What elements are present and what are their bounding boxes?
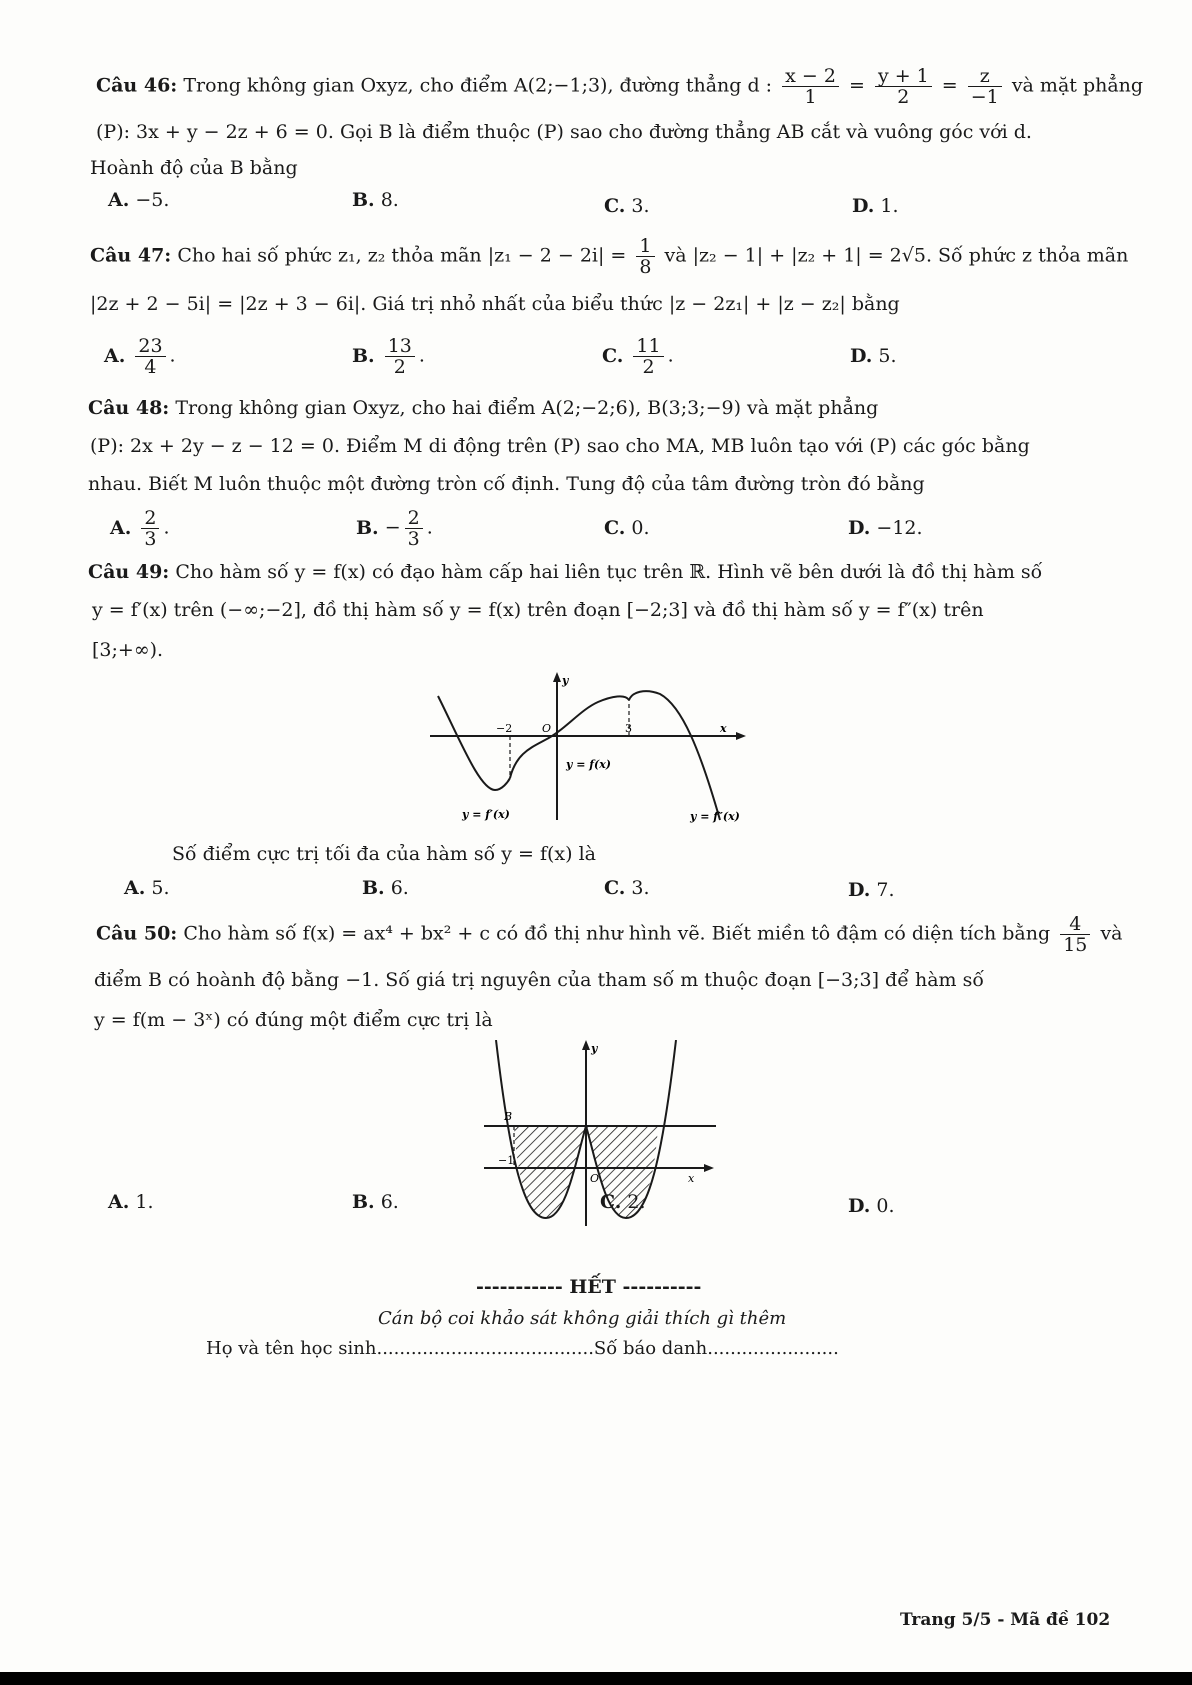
q46-text1-end: và mặt phẳng (1011, 74, 1144, 97)
q49-line3: [3;+∞). (92, 639, 164, 661)
q46-option-c: C. 3. (604, 195, 650, 217)
q47-line1 (90, 236, 1128, 277)
q49-option-c: C. 3. (604, 877, 650, 899)
q49-x-arrow (736, 732, 746, 740)
q46-text1: Trong không gian Oxyz, cho điểm A(2;−1;3), đường thẳng d : (183, 74, 773, 97)
q49-option-d: D. 7. (848, 879, 895, 901)
q49-line2: y = f′(x) trên (−∞;−2], đồ thị hàm số y = f(x) trên đoạn [−2;3] và đồ thị hàm số y = f″(x) trên (92, 599, 984, 621)
student-info: Họ và tên học sinh......................................Số báo danh....................... (206, 1338, 839, 1359)
q47-text1a: Cho hai số phức z₁, z₂ thỏa mãn |z₁ − 2 − 2i| = (177, 244, 627, 267)
q46-option-d: D. 1. (852, 195, 899, 217)
q50-option-a: A. 1. (108, 1191, 154, 1213)
q48-option-a: A. $\frac{2}{3}$ . (110, 507, 170, 550)
q50-y-arrow (582, 1040, 590, 1050)
q48-line1 (88, 394, 878, 422)
scan-border (0, 1672, 1192, 1685)
q50-frac: $\frac{4}{15}$ (1060, 914, 1090, 955)
q48-line2: (P): 2x + 2y − z − 12 = 0. Điểm M di động trên (P) sao cho MA, MB luôn tạo với (P) các góc bằng (90, 435, 1030, 457)
q49-y-arrow (553, 672, 561, 682)
q49-curve-fprime (438, 696, 513, 790)
q49-curve-fsecond (629, 691, 720, 820)
q50-x-label: x (688, 1172, 695, 1185)
q50-text1b: và (1100, 922, 1123, 945)
q49-origin: O (542, 722, 552, 735)
q49-label-fprime: y = f′(x) (462, 808, 510, 821)
q49-graph (420, 670, 760, 830)
q47-frac: $\frac{1}{8}$ (636, 236, 654, 277)
q46-option-b: B. 8. (352, 189, 399, 211)
q50-option-d: D. 0. (848, 1195, 895, 1217)
q49-option-b: B. 6. (362, 877, 409, 899)
q49-tick-m2: −2 (496, 722, 513, 735)
q49-y-label: y (562, 674, 569, 687)
q49-question: Số điểm cực trị tối đa của hàm số y = f(x) là (172, 843, 596, 865)
q49-x-label: x (720, 722, 727, 735)
q50-option-c: C. 2. (600, 1191, 646, 1213)
q49-option-a: A. 5. (124, 877, 170, 899)
end-marker: ----------- HẾT ---------- (476, 1276, 702, 1298)
q50-tick-m1: −1 (498, 1154, 515, 1167)
q49-label-fsecond: y = f″(x) (690, 810, 740, 823)
proctor-note: Cán bộ coi khảo sát không giải thích gì thêm (378, 1308, 787, 1329)
q50-line3: y = f(m − 3ˣ) có đúng một điểm cực trị là (94, 1009, 493, 1031)
q48-label: Câu 48: (88, 397, 170, 419)
q46-frac3: $\frac{z}{-1}$ (968, 66, 1002, 107)
q47-option-d: D. 5. (850, 345, 897, 367)
q48-text1: Trong không gian Oxyz, cho hai điểm A(2;−2;6), B(3;3;−9) và mặt phẳng (175, 397, 879, 419)
q50-x-arrow (704, 1164, 714, 1172)
q46-line2: (P): 3x + y − 2z + 6 = 0. Gọi B là điểm thuộc (P) sao cho đường thẳng AB cắt và vuông góc với d. (96, 121, 1032, 143)
q50-point-b: B (504, 1110, 513, 1123)
q47-option-c: C. $\frac{11}{2}$ . (602, 335, 674, 378)
q49-label: Câu 49: (88, 561, 170, 583)
q49-line1 (88, 558, 1042, 586)
q49-text1: Cho hàm số y = f(x) có đạo hàm cấp hai liên tục trên ℝ. Hình vẽ bên dưới là đồ thị hàm số (175, 561, 1043, 583)
q46-frac2: $\frac{y + 1}{2}$ (875, 66, 932, 107)
q47-label: Câu 47: (90, 244, 172, 267)
q50-line2: điểm B có hoành độ bằng −1. Số giá trị nguyên của tham số m thuộc đoạn [−3;3] để hàm số (94, 969, 984, 991)
q50-text1a: Cho hàm số f(x) = ax⁴ + bx² + c có đồ thị như hình vẽ. Biết miền tô đậm có diện tích bằng (183, 922, 1051, 945)
q47-line2: |2z + 2 − 5i| = |2z + 3 − 6i|. Giá trị nhỏ nhất của biểu thức |z − 2z₁| + |z − z₂| bằng (90, 293, 900, 315)
q46-option-a: A. −5. (108, 189, 170, 211)
q46-line3: Hoành độ của B bằng (90, 157, 298, 179)
page-number: Trang 5/5 - Mã đề 102 (900, 1610, 1111, 1630)
q50-label: Câu 50: (96, 922, 178, 945)
q46-label: Câu 46: (96, 74, 178, 97)
q50-y-label: y (591, 1042, 598, 1055)
q47-text1b: và |z₂ − 1| + |z₂ + 1| = 2√5. Số phức z thỏa mãn (664, 244, 1129, 267)
q48-option-d: D. −12. (848, 517, 923, 539)
q48-option-c: C. 0. (604, 517, 650, 539)
q50-option-b: B. 6. (352, 1191, 399, 1213)
q48-option-b: B. − $\frac{2}{3}$ . (356, 507, 433, 550)
q50-origin: O (590, 1172, 600, 1185)
q46-line1: Câu 46: Trong không gian Oxyz, cho điểm A(2;−1;3), đường thẳng d : $\frac{x - 2}{1}$ = $\frac{y + 1}{2}$ = $\frac{z}{-1}$ và mặt phẳng (96, 65, 1144, 108)
q47-option-a: A. $\frac{23}{4}$ . (104, 335, 176, 378)
q47-option-b: B. $\frac{13}{2}$ . (352, 335, 425, 378)
q50-line1 (96, 914, 1123, 955)
q49-tick-3: 3 (625, 722, 632, 735)
q49-label-f: y = f(x) (566, 758, 611, 771)
q46-frac1: $\frac{x - 2}{1}$ (782, 66, 839, 107)
q48-line3: nhau. Biết M luôn thuộc một đường tròn cố định. Tung độ của tâm đường tròn đó bằng (88, 473, 925, 495)
